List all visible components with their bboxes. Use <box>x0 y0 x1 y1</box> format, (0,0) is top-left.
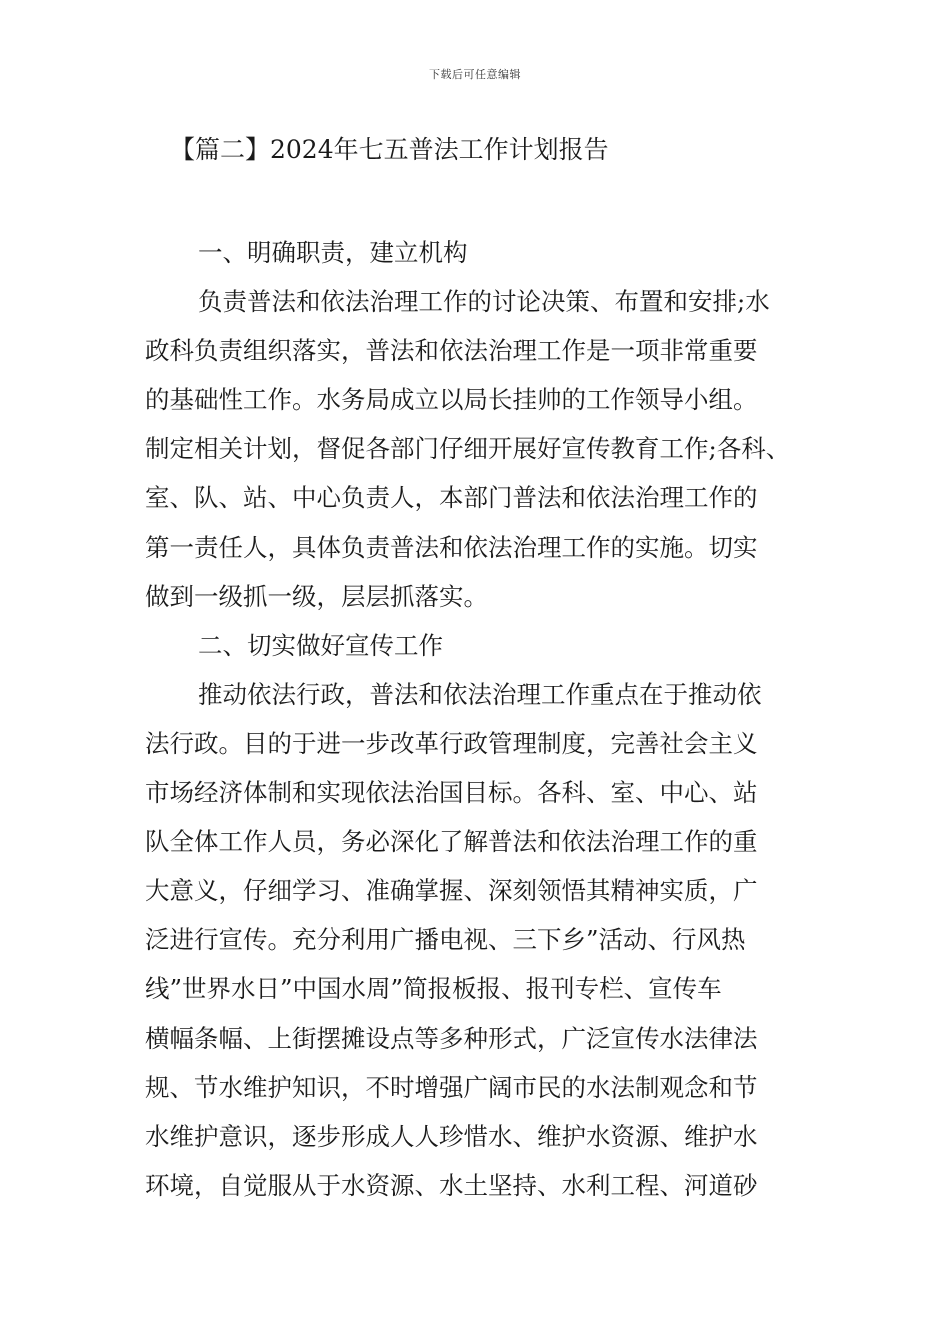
text-line: 大意义，仔细学习、准确掌握、深刻领悟其精神实质，广 <box>145 876 758 906</box>
text-line: 横幅条幅、上街摆摊设点等多种形式，广泛宣传水法律法 <box>145 1023 758 1053</box>
text-line: 推动依法行政，普法和依法治理工作重点在于推动依 <box>198 679 762 709</box>
text-line: 第一责任人，具体负责普法和依法治理工作的实施。切实 <box>145 532 758 562</box>
text-line: 水维护意识，逐步形成人人珍惜水、维护水资源、维护水 <box>145 1121 758 1151</box>
text-line: 二、切实做好宣传工作 <box>198 630 443 660</box>
text-line: 规、节水维护知识，不时增强广阔市民的水法制观念和节 <box>145 1072 758 1102</box>
text-line: 环境，自觉服从于水资源、水土坚持、水利工程、河道砂 <box>145 1170 758 1200</box>
text-line: 室、队、站、中心负责人，本部门普法和依法治理工作的 <box>145 483 758 513</box>
text-line: 市场经济体制和实现依法治国目标。各科、室、中心、站 <box>145 778 758 808</box>
text-line: 线”世界水日”中国水周”简报板报、报刊专栏、宣传车 <box>145 974 722 1004</box>
text-line: 制定相关计划，督促各部门仔细开展好宣传教育工作;各科、 <box>145 434 791 464</box>
text-line: 负责普法和依法治理工作的讨论决策、布置和安排;水 <box>198 287 770 317</box>
text-line: 法行政。目的于进一步改革行政管理制度，完善社会主义 <box>145 728 758 758</box>
text-line: 一、明确职责，建立机构 <box>198 238 468 267</box>
document-body <box>145 228 813 1210</box>
text-line: 队全体工作人员，务必深化了解普法和依法治理工作的重 <box>145 827 758 857</box>
document-title: 【篇二】2024年七五普法工作计划报告 <box>170 135 609 164</box>
text-line: 做到一级抓一级，层层抓落实。 <box>145 581 488 611</box>
text-line: 泛进行宣传。充分利用广播电视、三下乡”活动、行风热 <box>145 925 746 955</box>
text-line: 政科负责组织落实，普法和依法治理工作是一项非常重要 <box>145 336 758 366</box>
header-note: 下载后可任意编辑 <box>429 68 521 81</box>
text-line: 的基础性工作。水务局成立以局长挂帅的工作领导小组。 <box>145 385 758 415</box>
